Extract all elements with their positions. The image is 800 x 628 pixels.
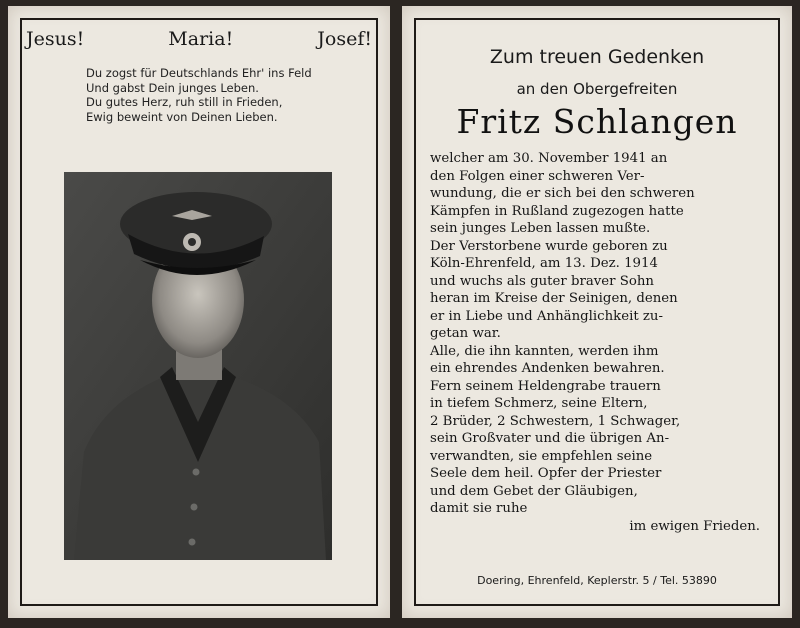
text-line: Fern seinem Heldengrabe trauern <box>430 378 661 394</box>
memorial-title: Zum treuen Gedenken <box>489 46 705 68</box>
text-line: Alle, die ihn kannten, werden ihm <box>430 343 659 359</box>
text-line: und dem Gebet der Gläubigen, <box>430 483 638 499</box>
text-line: Der Verstorbene wurde geboren zu <box>430 238 668 254</box>
poem-line: Du zogst für Deutschlands Ehr' ins Feld <box>86 66 312 80</box>
text-line: in tiefem Schmerz, seine Eltern, <box>430 396 648 411</box>
text-line: ein ehrendes Andenken bewahren. <box>430 361 665 376</box>
poem-line: Und gabst Dein junges Leben. <box>86 80 259 95</box>
text-line: getan war. <box>430 326 501 341</box>
name-josef: Josef! <box>317 28 372 50</box>
text-line: sein Großvater und die übrigen An- <box>430 431 670 446</box>
text-line: verwandten, sie empfehlen seine <box>430 448 653 464</box>
left-page <box>8 6 390 618</box>
text-line: Seele dem heil. Opfer der Priester <box>430 466 662 481</box>
text-line: welcher am 30. November 1941 an <box>430 151 668 166</box>
text-line: Kämpfen in Rußland zugezogen hatte <box>430 203 684 219</box>
closing-line: im ewigen Frieden. <box>629 518 760 534</box>
name-maria: Maria! <box>168 28 234 50</box>
poem <box>86 66 376 124</box>
soldier-portrait-photo <box>64 172 332 560</box>
text-line: und wuchs als guter braver Sohn <box>430 273 654 289</box>
text-line: den Folgen einer schweren Ver- <box>430 168 645 184</box>
text-line: er in Liebe und Anhänglichkeit zu- <box>430 308 663 324</box>
printer-imprint: Doering, Ehrenfeld, Keplerstr. 5 / Tel. 53890 <box>477 574 717 587</box>
holy-names <box>26 28 372 50</box>
poem-line: Ewig beweint von Deinen Lieben. <box>86 109 278 124</box>
name-jesus: Jesus! <box>26 28 85 50</box>
obituary-text <box>430 150 760 535</box>
rank-line: an den Obergefreiten <box>516 80 678 98</box>
text-line: wundung, die er sich bei den schweren <box>430 186 695 201</box>
right-page <box>402 6 792 618</box>
text-line: sein junges Leben lassen mußte. <box>430 221 651 236</box>
text-line: heran im Kreise der Seinigen, denen <box>430 291 678 306</box>
text-line: Köln-Ehrenfeld, am 13. Dez. 1914 <box>430 256 658 271</box>
deceased-name: Fritz Schlangen <box>456 102 738 141</box>
poem-line: Du gutes Herz, ruh still in Frieden, <box>86 95 283 109</box>
text-line: 2 Brüder, 2 Schwestern, 1 Schwager, <box>430 413 681 429</box>
text-line: damit sie ruhe <box>430 501 528 516</box>
